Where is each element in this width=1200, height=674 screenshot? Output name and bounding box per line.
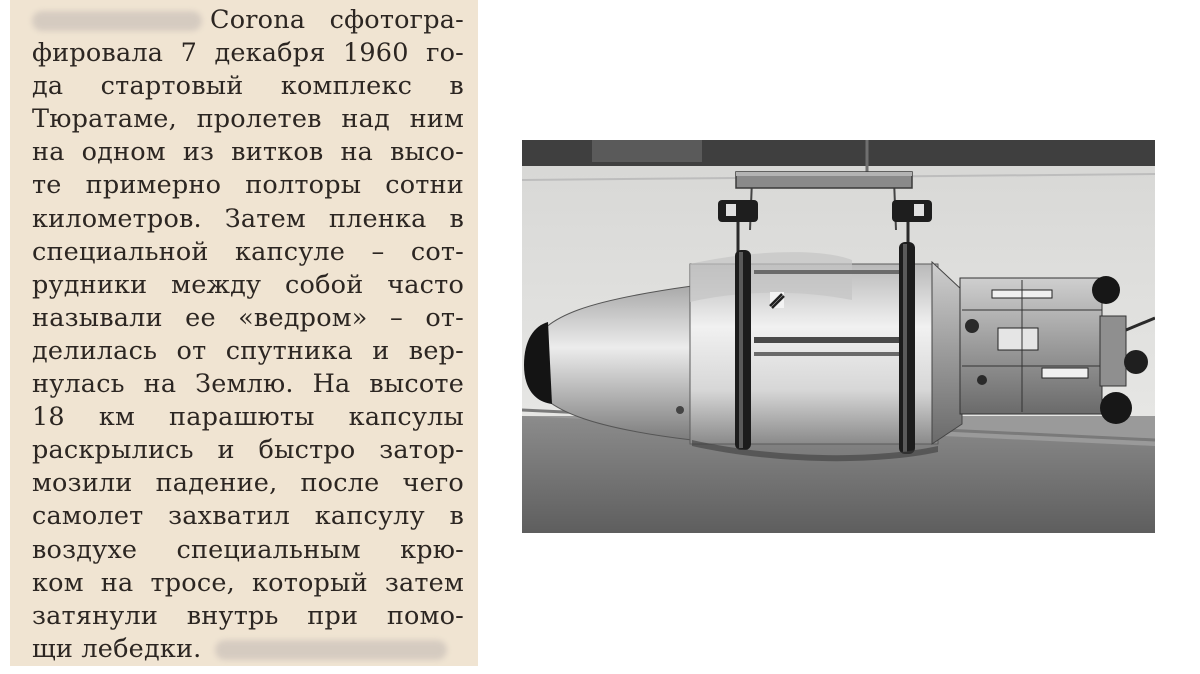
text-line-10: называли ее «ведром» – от- xyxy=(32,302,464,333)
text-line-17: воздухе специальным крю- xyxy=(32,534,464,565)
text-line-6: те примерно полторы сотни xyxy=(32,170,464,201)
text-line-20-content: щи лебедки. xyxy=(32,633,202,664)
text-line-12: нулась на Землю. На высоте xyxy=(32,369,464,400)
text-line-13: 18 км парашюты капсулы xyxy=(32,402,464,433)
text-line-20 xyxy=(32,633,464,666)
text-line-14: раскрылись и быстро затор- xyxy=(32,435,464,466)
blurred-text xyxy=(215,640,447,660)
text-line-7: километров. Затем пленка в xyxy=(32,203,464,234)
text-line-19: затянули внутрь при помо- xyxy=(32,600,464,631)
text-line-8: специальной капсуле – сот- xyxy=(32,236,464,267)
capsule-photo xyxy=(522,140,1155,533)
text-line-11: делилась от спутника и вер- xyxy=(32,335,464,366)
blurred-text xyxy=(32,11,202,31)
text-line-18: ком на тросе, который затем xyxy=(32,567,464,598)
text-line-9: рудники между собой часто xyxy=(32,269,464,300)
text-line-4: Тюратаме, пролетев над ним xyxy=(32,104,464,135)
text-line-3: да стартовый комплекс в xyxy=(32,71,464,102)
text-line-2: фировала 7 декабря 1960 го- xyxy=(32,38,464,69)
text-line-16: самолет захватил капсулу в xyxy=(32,501,464,532)
article-lines xyxy=(32,4,464,666)
text-line-15: мозили падение, после чего xyxy=(32,468,464,499)
text-line-1 xyxy=(32,4,464,37)
text-line-5: на одном из витков на высо- xyxy=(32,137,464,168)
article-text-block xyxy=(10,0,478,666)
text-line-1-content: Corona сфотогра- xyxy=(210,5,464,35)
